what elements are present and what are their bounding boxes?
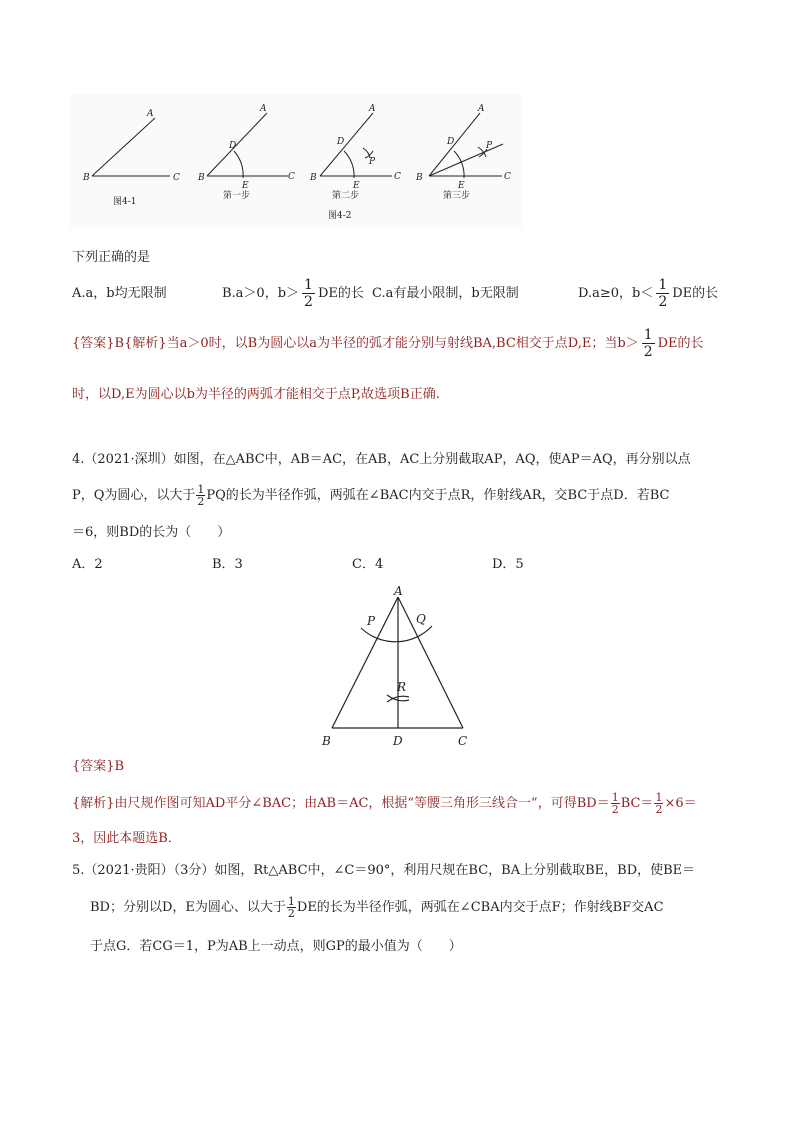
step2-label-a: A [369,104,376,114]
fraction: $\frac{1}{2}$ [658,277,668,310]
step1-label-c: C [288,172,295,182]
q5-line3: 于点G．若CG＝1，P为AB上一动点，则GP的最小值为（ ） [90,939,462,954]
step1-label-b: B [198,173,205,183]
q3-option-d [578,277,718,311]
q4-analysis-line1: {解析}由尺规作图可知AD平分∠BAC；由AB＝AC，根据“等腰三角形三线合一”，可得BD＝ $\frac{1}{2}$ BC＝ $\frac{1}{2}$ ×6＝ [72,791,697,816]
q5-line1: 5.（2021·贵阳）（3分）如图，Rt△ABC中，∠C＝90°，利用尺规在BC，BA上分别截取BE，BD，使BE＝ [72,863,696,878]
q4-analysis-line2: 3，因此本题选B． [72,831,181,846]
q3-stem: 下列正确的是 [72,250,151,265]
q4-line1: 4.（2021·深圳）如图，在△ABC中，AB＝AC，在AB，AC上分别截取AP，AQ，使AP＝AQ，再分别以点 [72,452,691,467]
step1-caption: 第一步 [223,191,251,201]
q3-option-d-post: DE的长 [672,286,719,301]
fig1-label-b: B [83,173,90,183]
step3-label-d: D [447,137,455,147]
step2-label-d: D [337,137,345,147]
step1-label-d: D [229,141,237,151]
point-q-label: Q [416,612,426,626]
vertex-c-label: C [458,734,468,748]
fraction: $\frac{1}{2}$ [643,327,653,360]
point-p-label: P [367,614,376,628]
q3-option-b-post: DE的长 [317,286,364,301]
fig2-caption: 图4-2 [328,211,352,221]
step2-label-b: B [310,173,317,183]
fig1-caption: 图4-1 [113,197,137,207]
fig1-label-a: A [147,109,154,119]
q5-line2: BD；分别以D，E为圆心、以大于 $\frac{1}{2}$ DE的长为半径作弧，两弧在∠CBA内交于点F；作射线BF交AC [90,895,664,920]
vertex-b-label: B [322,734,331,748]
q4-option-b: B．3 [212,557,243,572]
q3-option-a: A.a，b均无限制 [72,286,167,301]
q4-option-c: C．4 [352,557,384,572]
fraction: $\frac{1}{2}$ [197,483,205,508]
fraction: $\frac{1}{2}$ [655,791,663,816]
step2-label-c: C [394,172,401,182]
step2-label-e: E [353,181,360,191]
q3-option-c: C.a有最小限制，b无限制 [372,286,519,301]
step3-label-p: P [486,141,493,151]
step3-label-c: C [504,172,511,182]
step1-label-e: E [242,181,249,191]
fig1-label-c: C [173,173,180,183]
fraction: $\frac{1}{2}$ [611,791,619,816]
q4-option-d: D．5 [492,557,524,572]
point-r-label: R [397,680,407,694]
q4-line2: P，Q为圆心，以大于 $\frac{1}{2}$ PQ的长为半径作弧，两弧在∠BAC内交于点R，作射线AR，交BC于点D．若BC [72,483,670,508]
q3-option-b [222,277,364,311]
q4-line3: ＝6，则BD的长为（ ） [72,525,231,540]
q3-option-d-pre: D.a≥0，b＜ [578,286,654,301]
step3-label-e: E [458,181,465,191]
q4-triangle-figure [315,582,480,752]
step2-label-p: P [369,157,376,167]
q4-answer: {答案}B [72,759,125,774]
q3-option-b-pre: B.a＞0，b＞ [222,286,300,301]
step3-label-b: B [416,173,423,183]
fraction: $\frac{1}{2}$ [304,277,313,310]
q3-answer-line2: 时，以D,E为圆心以b为半径的两弧才能相交于点P,故选项B正确. [72,387,440,402]
point-d-label: D [393,734,403,748]
fraction: $\frac{1}{2}$ [287,895,295,920]
step2-caption: 第二步 [332,191,360,201]
step1-label-a: A [260,104,267,114]
q3-answer-line1: {答案}B{解析}当a＞0时，以B为圆心以a为半径的弧才能分别与射线BA,BC相交于点D,E；当b＞ $\frac{1}{2}$ DE的长 [72,327,704,360]
figure-4-panel [70,94,522,228]
q4-option-a: A．2 [72,557,103,572]
vertex-a-label: A [394,584,403,598]
angle-bisector-construction-figure [70,94,522,228]
step3-label-a: A [478,104,485,114]
step3-caption: 第三步 [443,191,471,201]
